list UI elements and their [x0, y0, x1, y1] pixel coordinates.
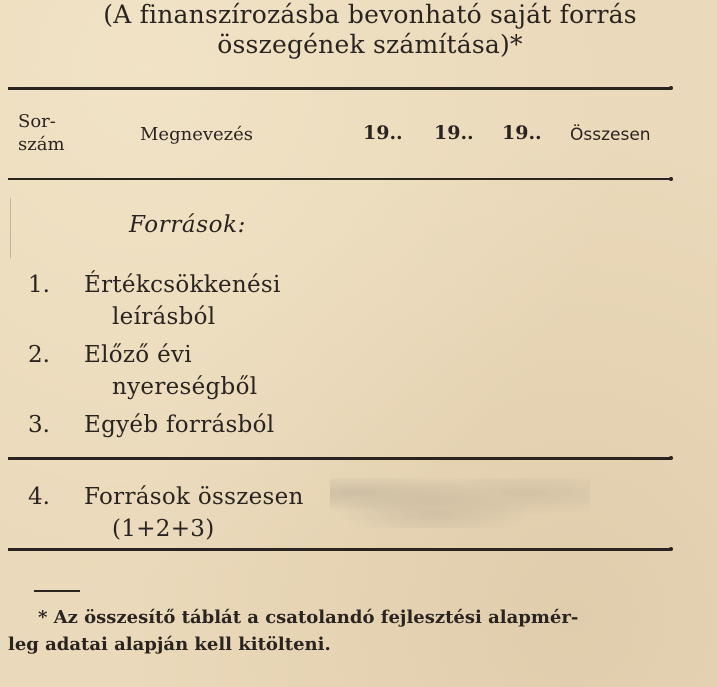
- row-number: 3.: [28, 412, 50, 438]
- row-number: 4.: [28, 484, 50, 510]
- row-label-line-1: Előző évi: [84, 342, 192, 368]
- row-label-line-1: Egyéb forrásból: [84, 412, 275, 438]
- print-smudge: [330, 478, 590, 528]
- footnote-line-1: * Az összesítő táblát a csatolandó fejlesztési alapmér-: [38, 607, 579, 628]
- header-year-3: 19..: [502, 122, 542, 144]
- footnote: [8, 604, 668, 658]
- header-total: Összesen: [570, 125, 651, 145]
- section-label: Források:: [129, 212, 246, 238]
- left-margin-mark: [10, 198, 11, 258]
- footnote-line-2: leg adatai alapján kell kitölteni.: [8, 634, 331, 655]
- header-year-2: 19..: [434, 122, 474, 144]
- title-line-2: összegének számítása)*: [217, 30, 523, 59]
- row-number: 1.: [28, 272, 50, 298]
- table-row: [28, 338, 668, 404]
- row-label-line-1: Értékcsökkenési: [84, 272, 281, 298]
- header-serial-number: [18, 110, 65, 156]
- row-label-line-1: Források összesen: [84, 484, 304, 510]
- footnote-separator: [34, 590, 80, 592]
- table-bottom-rule: [8, 548, 670, 551]
- header-serial-line-2: szám: [18, 134, 65, 155]
- title-line-1: (A finanszírozásba bevonható saját forrás: [103, 0, 637, 29]
- table-row: [28, 408, 668, 444]
- rows-bottom-rule: [8, 457, 670, 460]
- header-bottom-rule: [8, 178, 670, 180]
- header-name: Megnevezés: [140, 124, 254, 145]
- row-label-line-2: leírásból: [112, 304, 216, 330]
- row-label-line-2: nyereségből: [112, 374, 258, 400]
- header-year-1: 19..: [363, 122, 403, 144]
- row-label-line-2: (1+2+3): [112, 516, 215, 542]
- document-title: [40, 0, 700, 60]
- header-serial-line-1: Sor-: [18, 111, 56, 132]
- table-row: [28, 268, 668, 334]
- row-number: 2.: [28, 342, 50, 368]
- table-top-rule: [8, 87, 670, 90]
